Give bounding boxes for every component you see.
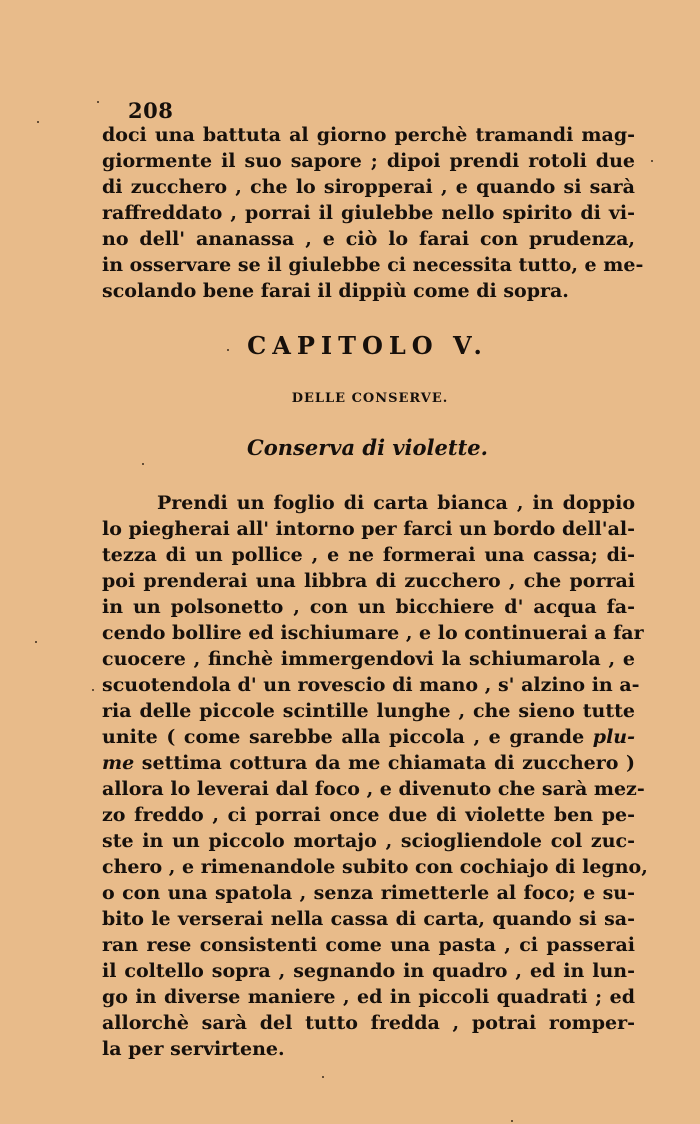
- paragraph-continuation: [102, 122, 644, 304]
- text-line-with-italic: [102, 724, 635, 750]
- text-line-with-italic: [102, 750, 635, 776]
- page-number: 208: [128, 98, 174, 123]
- recipe-paragraph: [102, 490, 648, 1062]
- text-line: allorchè sarà del tutto fredda , potrai romper-: [102, 1012, 635, 1034]
- text-line: cendo bollire ed ischiumare , e lo continuerai a far: [102, 622, 644, 644]
- recipe-title: Conserva di violette.: [247, 435, 488, 460]
- paper-speck: [511, 1120, 513, 1122]
- text-fragment: unite ( come sarebbe alla piccola , e grande: [102, 726, 593, 748]
- text-line: la per servirtene.: [102, 1038, 285, 1060]
- text-line: giormente il suo sapore ; dipoi prendi rotoli due: [102, 150, 635, 172]
- paper-speck: [322, 1076, 324, 1078]
- text-line: di zucchero , che lo siropperai , e quando si sarà: [102, 176, 635, 198]
- text-line: bito le verserai nella cassa di carta, quando si sa-: [102, 908, 635, 930]
- text-line: cuocere , finchè immergendovi la schiumarola , e: [102, 648, 635, 670]
- text-line: ste in un piccolo mortajo , sciogliendole col zuc-: [102, 830, 635, 852]
- paper-speck: [37, 121, 39, 123]
- paper-speck: [142, 463, 144, 465]
- text-line: no dell' ananassa , e ciò lo farai con prudenza,: [102, 228, 635, 250]
- text-line: scolando bene farai il dippiù come di sopra.: [102, 280, 569, 302]
- text-line: go in diverse maniere , ed in piccoli quadrati ; ed: [102, 986, 635, 1008]
- paper-speck: [651, 160, 653, 162]
- paper-speck: [227, 349, 229, 351]
- text-line: in un polsonetto , con un bicchiere d' acqua fa-: [102, 596, 635, 618]
- chapter-title: CAPITOLO V.: [247, 331, 488, 360]
- text-line: zo freddo , ci porrai once due di violette ben pe-: [102, 804, 635, 826]
- text-line: lo piegherai all' intorno per farci un bordo dell'al-: [102, 518, 635, 540]
- section-title: DELLE CONSERVE.: [291, 391, 449, 406]
- paper-speck: [97, 101, 99, 103]
- text-line: ran rese consistenti come una pasta , ci passerai: [102, 934, 635, 956]
- text-line: chero , e rimenandole subito con cochiajo di legno,: [102, 856, 648, 878]
- paper-speck: [35, 641, 37, 643]
- text-line: raffreddato , porrai il giulebbe nello spirito di vi-: [102, 202, 635, 224]
- text-line: poi prenderai una libbra di zucchero , che porrai: [102, 570, 635, 592]
- text-line: ria delle piccole scintille lunghe , che sieno tutte: [102, 700, 635, 722]
- paper-speck: [92, 689, 94, 691]
- text-line: o con una spatola , senza rimetterle al foco; e su-: [102, 882, 635, 904]
- text-line: tezza di un pollice , e ne formerai una cassa; di-: [102, 544, 635, 566]
- text-fragment: settima cottura da me chiamata di zucchero ): [134, 752, 635, 774]
- text-line: scuotendola d' un rovescio di mano , s' alzino in a-: [102, 674, 640, 696]
- text-line: allora lo leverai dal foco , e divenuto che sarà mez-: [102, 778, 645, 800]
- text-line: Prendi un foglio di carta bianca , in doppio: [157, 492, 635, 514]
- italic-fragment: plu-: [592, 726, 635, 748]
- text-line: doci una battuta al giorno perchè tramandi mag-: [102, 124, 635, 146]
- text-line: il coltello sopra , segnando in quadro , ed in lun-: [102, 960, 635, 982]
- text-line: in osservare se il giulebbe ci necessita tutto, e me-: [102, 254, 644, 276]
- italic-fragment: me: [102, 752, 135, 774]
